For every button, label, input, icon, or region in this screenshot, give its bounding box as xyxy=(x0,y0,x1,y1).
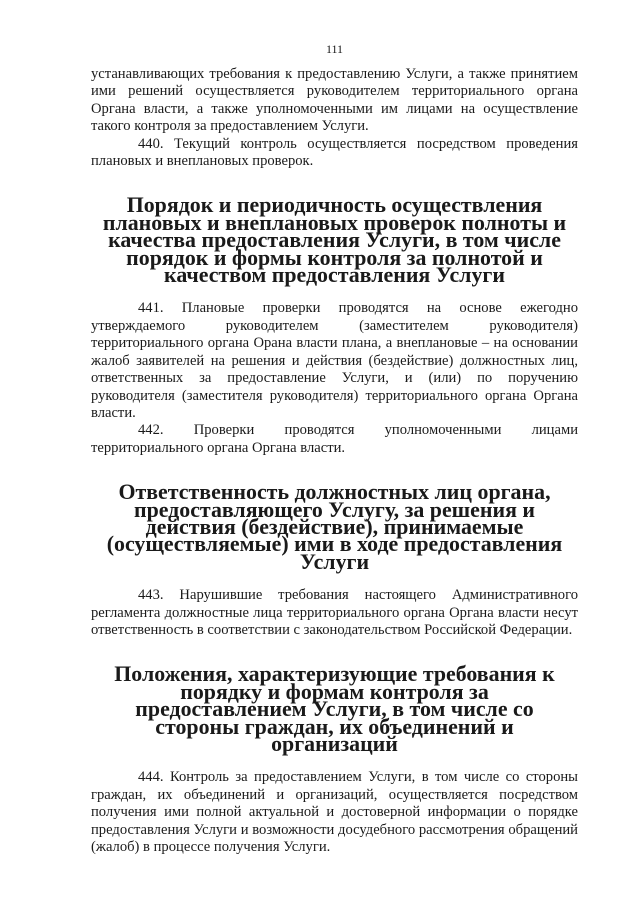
paragraph-440: 440. Текущий контроль осуществляется посредством проведения плановых и внеплановых проверок. xyxy=(91,135,578,170)
paragraph-443: 443. Нарушившие требования настоящего Административного регламента должностные лица территориального органа Органа власти несут ответственность в соответствии с законодательством Российской Федерации. xyxy=(91,587,578,638)
section-heading-responsibility: Ответственность должностных лиц органа, предоставляющего Услугу, за решения и действия (бездействие), принимаемые (осуществляемые) ими в ходе предоставления Услуги xyxy=(106,479,563,574)
section-heading-inspections: Порядок и периодичность осуществления плановых и внеплановых проверок полноты и качества предоставления Услуги, в том числе порядок и формы контроля за полнотой и качеством предоставления Услуги xyxy=(102,192,567,288)
document-page xyxy=(91,0,578,905)
paragraph-444: 444. Контроль за предоставлением Услуги, в том числе со стороны граждан, их объединений и организаций, осуществляется посредством получения ими полной актуальной и достоверной информации о порядке предоставления Услуги и возможности досудебного рассмотрения обращений (жалоб) в процессе получения Услуги. xyxy=(91,769,578,856)
paragraph-441: 441. Плановые проверки проводятся на основе ежегодно утверждаемого руководителем (заместителем руководителя) территориального органа Орана власти плана, а внеплановые – на основании жалоб заявителей на решения и действия (бездействие) должностных лиц, ответственных за предоставление Услуги, и (или) по поручению руководителя (заместителя руководителя) территориального органа Органа власти. xyxy=(91,300,578,421)
paragraph-continuation: устанавливающих требования к предоставлению Услуги, а также принятием ими решений осуществляется руководителем территориального органа Органа власти, а также уполномоченными им лицами на осуществление такого контроля за предоставлением Услуги. xyxy=(91,66,578,135)
paragraph-442: 442. Проверки проводятся уполномоченными лицами территориального органа Органа власти. xyxy=(91,422,578,456)
section-heading-control-requirements: Положения, характеризующие требования к порядку и формам контроля за предоставлением Услуги, в том числе со стороны граждан, их объединений и организаций xyxy=(114,661,555,756)
page-content xyxy=(91,66,578,856)
page-number: 111 xyxy=(325,42,344,56)
